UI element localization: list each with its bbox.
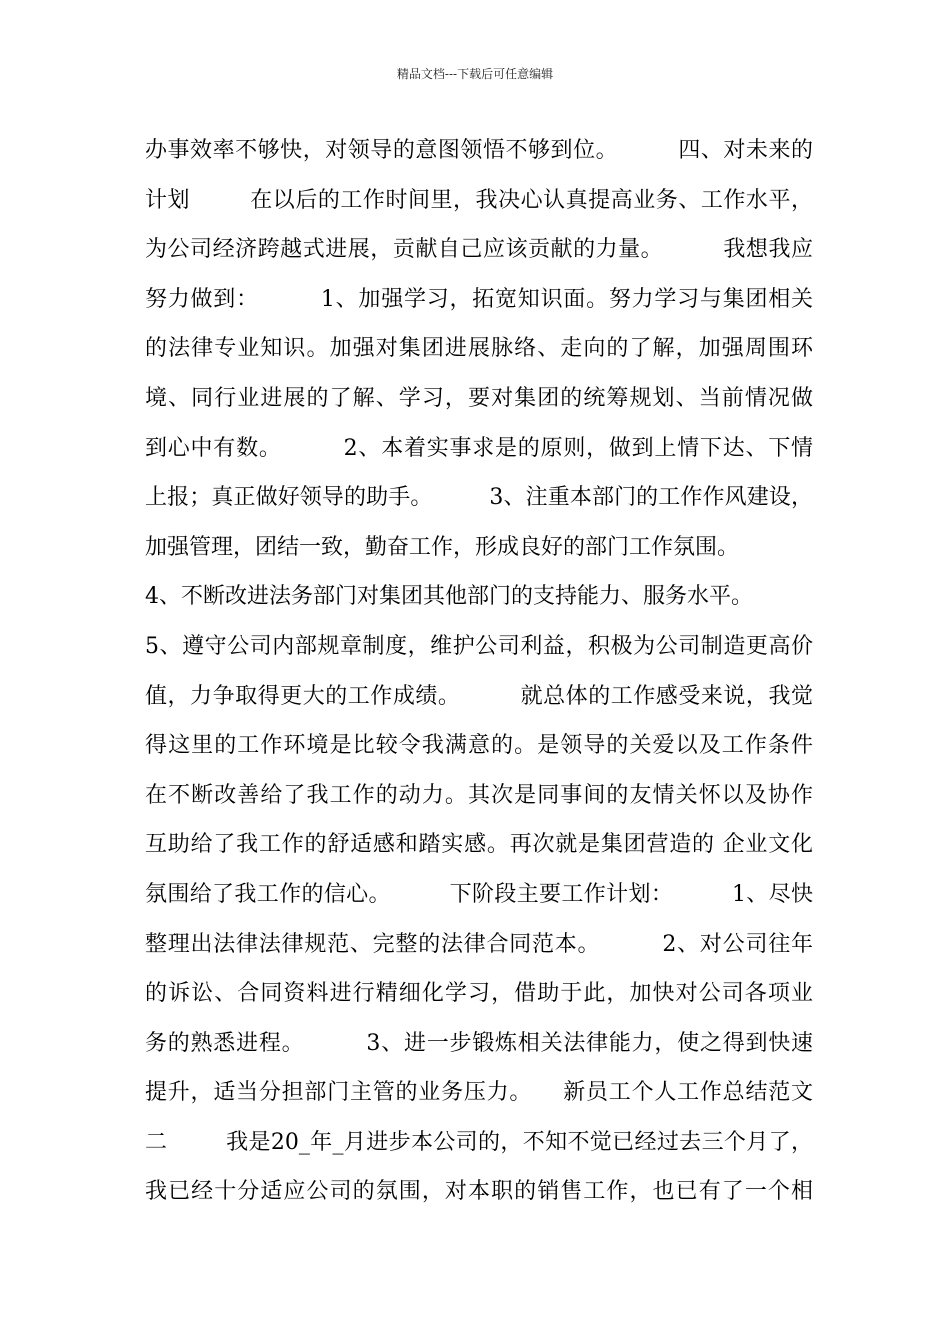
text-line: 值，力争取得更大的工作成绩。 就总体的工作感受来说，我觉 xyxy=(145,683,813,709)
text-line: 务的熟悉进程。 3、进一步锻炼相关法律能力，使之得到快速 xyxy=(145,1030,813,1056)
text-line: 提升，适当分担部门主管的业务压力。 新员工个人工作总结范文 xyxy=(145,1080,813,1106)
text-line: 氛围给了我工作的信心。 下阶段主要工作计划： 1、尽快 xyxy=(145,881,813,907)
text-line: 加强管理，团结一致，勤奋工作，形成良好的部门工作氛围。 xyxy=(145,534,740,560)
page-header: 精品文档---下载后可任意编辑 xyxy=(396,67,554,81)
text-line: 的法律专业知识。加强对集团进展脉络、走向的了解，加强周围环 xyxy=(145,336,813,362)
text-line: 到心中有数。 2、本着实事求是的原则，做到上情下达、下情 xyxy=(145,435,813,461)
text-line: 在不断改善给了我工作的动力。其次是同事间的友情关怀以及协作 xyxy=(145,782,813,808)
text-line: 互助给了我工作的舒适感和踏实感。再次就是集团营造的 企业文化 xyxy=(145,832,813,858)
text-line: 二 我是20_年_月进步本公司的，不知不觉已经过去三个月了， xyxy=(145,1129,813,1155)
text-line: 我已经十分适应公司的氛围，对本职的销售工作，也已有了一个相 xyxy=(145,1179,813,1205)
text-line: 整理出法律法律规范、完整的法律合同范本。 2、对公司往年 xyxy=(145,931,813,957)
text-line: 得这里的工作环境是比较令我满意的。是领导的关爱以及工作条件 xyxy=(145,733,813,759)
text-line: 为公司经济跨越式进展，贡献自己应该贡献的力量。 我想我应 xyxy=(145,237,813,263)
text-line: 境、同行业进展的了解、学习，要对集团的统筹规划、当前情况做 xyxy=(145,385,813,411)
text-line: 办事效率不够快，对领导的意图领悟不够到位。 四、对未来的 xyxy=(145,138,813,163)
text-line: 5、遵守公司内部规章制度，维护公司利益，积极为公司制造更高价 xyxy=(145,633,813,659)
text-line: 的诉讼、合同资料进行精细化学习，借助于此，加快对公司各项业 xyxy=(145,981,813,1007)
text-line: 计划 在以后的工作时间里，我决心认真提高业务、工作水平， xyxy=(145,187,813,213)
text-line: 上报；真正做好领导的助手。 3、注重本部门的工作作风建设， xyxy=(145,485,813,511)
document-body xyxy=(145,134,813,1225)
text-line: 4、不断改进法务部门对集团其他部门的支持能力、服务水平。 xyxy=(145,584,753,610)
text-line: 努力做到： 1、加强学习，拓宽知识面。努力学习与集团相关 xyxy=(145,286,813,312)
